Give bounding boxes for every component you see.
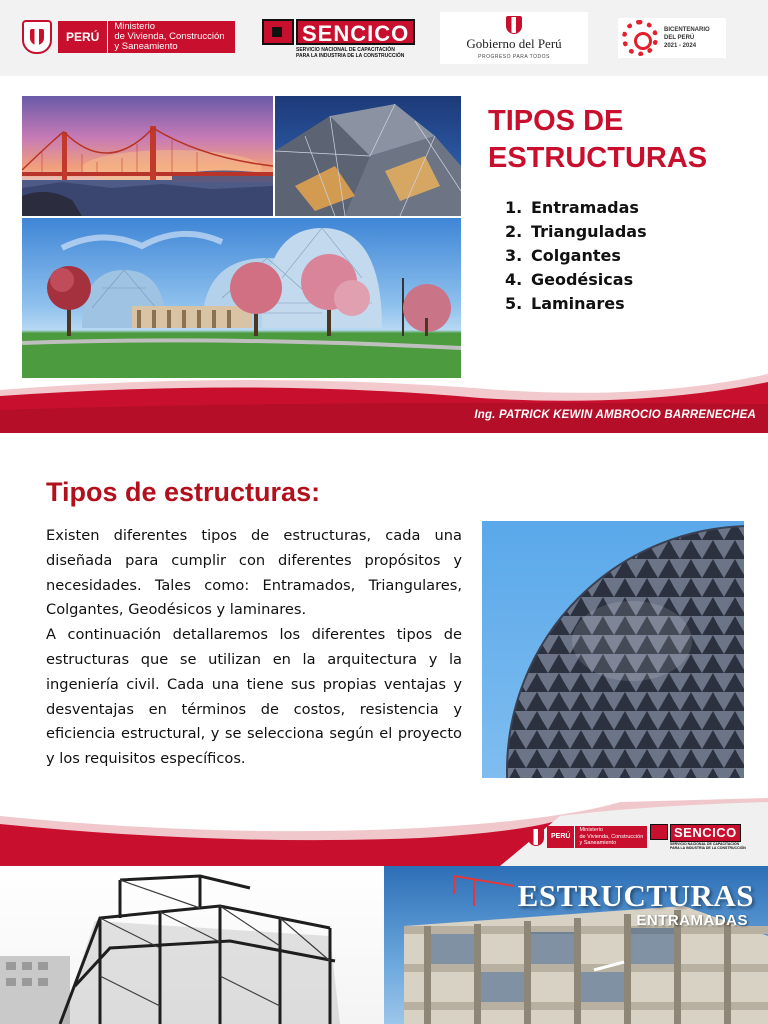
slide-2 <box>0 433 768 866</box>
steel-frame-photo <box>0 866 384 1024</box>
sencico-name: SENCICO <box>296 19 415 45</box>
bicentenario-ring-icon <box>622 20 658 56</box>
sencico-name: SENCICO <box>670 824 741 842</box>
author-name: Ing. PATRICK KEWIN AMBROCIO BARRENECHEA <box>474 409 756 421</box>
list-item-label: Geodésicas <box>531 270 634 289</box>
list-item: 1. Entramadas <box>505 198 639 217</box>
list-item: 3. Colgantes <box>505 246 621 265</box>
slide-2-title: Tipos de estructuras: <box>46 477 321 507</box>
domes-photo <box>22 218 461 378</box>
geodesic-sphere-photo <box>482 521 744 778</box>
slide-3 <box>0 866 768 1024</box>
footer-logos <box>528 823 750 853</box>
peru-shield-icon <box>528 828 544 846</box>
slide-1 <box>0 0 768 433</box>
slide-3-subtitle: ENTRAMADAS <box>636 912 748 929</box>
slide-3-title: ESTRUCTURAS <box>517 878 754 913</box>
list-item: 2. Trianguladas <box>505 222 647 241</box>
ministerio-name: Ministerio de Vivienda, Construcción y Saneamiento <box>579 827 644 847</box>
gobierno-name: Gobierno del Perú <box>466 36 562 51</box>
ministerio-logo <box>22 18 235 56</box>
sencico-logo <box>650 823 750 853</box>
concrete-frame-photo <box>384 866 768 1024</box>
list-item: 5. Laminares <box>505 294 625 313</box>
bicentenario-logo <box>618 18 726 58</box>
sencico-mark-icon <box>262 19 294 45</box>
slide-1-title: TIPOS DE ESTRUCTURAS <box>488 105 708 174</box>
red-swoosh-footer <box>0 360 768 433</box>
gobierno-tagline: PROGRESO PARA TODOS <box>478 54 550 60</box>
sencico-subtitle: SERVICIO NACIONAL DE CAPACITACIÓN PARA LA INDUSTRIA DE LA CONSTRUCCIÓN <box>670 842 746 850</box>
ministerio-name: Ministerio de Vivienda, Construcción y Saneamiento <box>114 21 225 52</box>
list-item: 4. Geodésicas <box>505 270 634 289</box>
list-item-label: Colgantes <box>531 246 621 265</box>
sencico-subtitle: SERVICIO NACIONAL DE CAPACITACIÓN PARA LA INDUSTRIA DE LA CONSTRUCCIÓN <box>296 47 405 59</box>
peru-label: PERÚ <box>58 21 108 53</box>
structure-types-list <box>505 196 647 316</box>
list-item-label: Trianguladas <box>531 222 647 241</box>
bridge-photo <box>22 96 273 216</box>
sencico-logo <box>262 19 410 59</box>
list-item-label: Laminares <box>531 294 625 313</box>
intro-paragraph-2: A continuación detallaremos los diferentes tipos de estructuras que se utilizan en la arquitectura y la ingeniería civil. Cada una tiene sus propias ventajas y desventajas en términos de costos, resistencia y eficiencia estructural, y se selecciona según el proyecto y los requisitos específicos. <box>46 626 462 768</box>
list-item-label: Entramadas <box>531 198 639 217</box>
peru-shield-icon <box>22 20 52 54</box>
intro-text <box>46 524 462 772</box>
logo-bar <box>0 0 768 76</box>
sencico-mark-icon <box>650 824 668 840</box>
bicentenario-text: BICENTENARIO DEL PERÚ 2021 - 2024 <box>664 27 710 49</box>
gobierno-logo <box>440 12 588 64</box>
intro-paragraph-1: Existen diferentes tipos de estructuras, cada una diseñada para cumplir con diferentes propósitos y necesidades. Tales como: Entramados, Triangulares, Colgantes, Geodésicos y laminares. <box>46 527 462 619</box>
ministerio-logo <box>528 823 647 851</box>
crystal-building-photo <box>275 96 461 216</box>
peru-label: PERÚ <box>547 826 575 848</box>
gobierno-shield-icon <box>506 16 522 34</box>
